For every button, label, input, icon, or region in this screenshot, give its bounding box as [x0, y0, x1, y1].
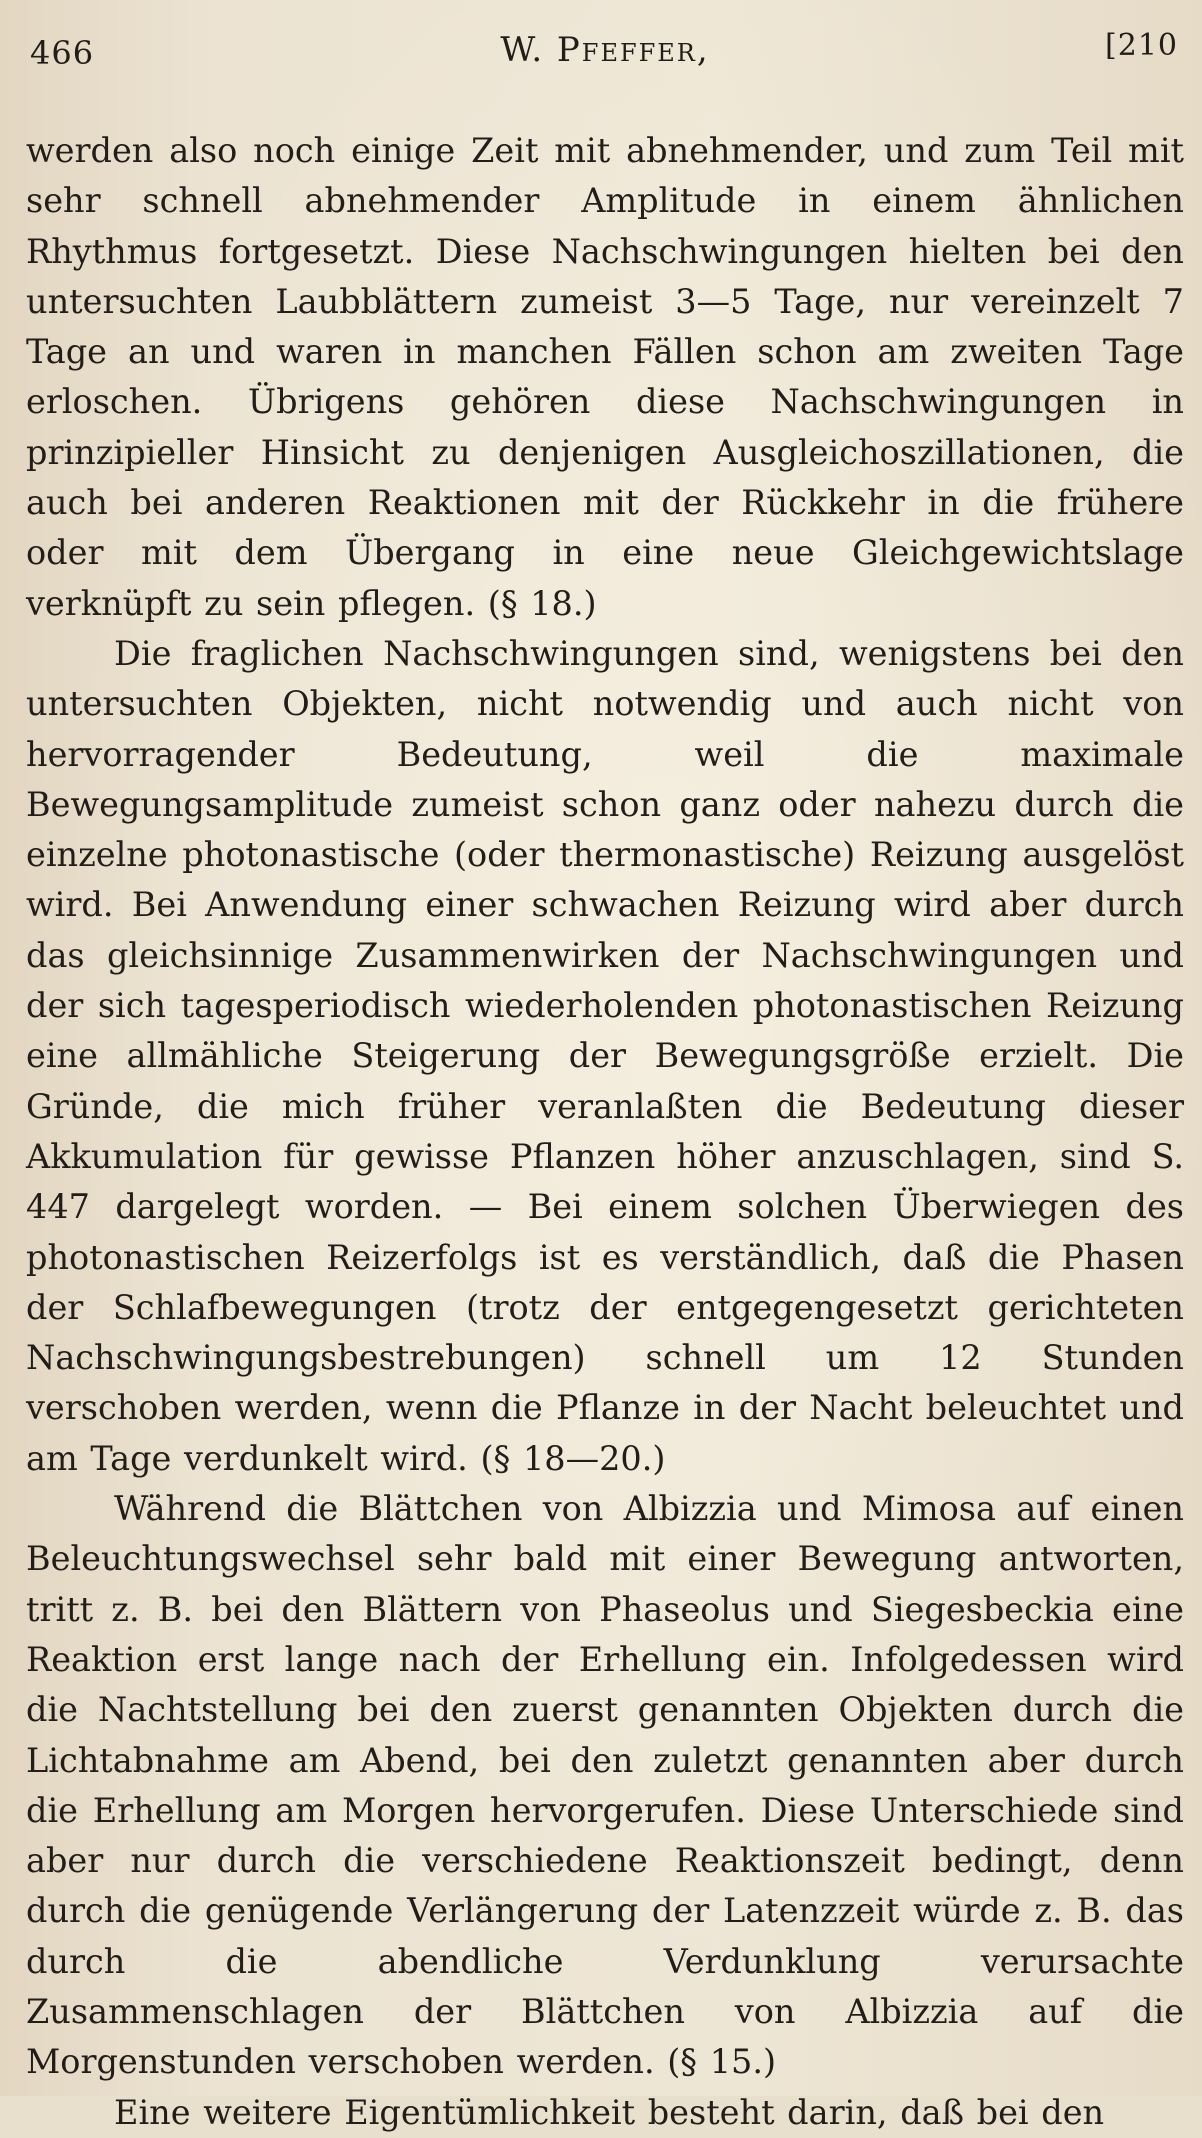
paragraph-continuation: werden also noch einige Zeit mit abnehmender, und zum Teil mit sehr schnell abnehmender Amplitude in einem ähnlichen Rhythmus fortgesetzt. Diese Nachschwingungen hielten bei den untersuchten Laubblättern zumeist 3—5 Tage, nur vereinzelt 7 Tage an und waren in manchen Fällen schon am zweiten Tage erloschen. Übrigens gehören diese Nachschwingungen in prinzipieller Hinsicht zu denjenigen Ausgleichoszillationen, die auch bei anderen Reaktionen mit der Rückkehr in die frühere oder mit dem Übergang in eine neue Gleichgewichtslage verknüpft zu sein pflegen. (§ 18.) — [26, 131, 1184, 623]
page-number: 466 — [30, 34, 95, 72]
body-text — [26, 126, 1184, 2138]
running-head — [26, 20, 1184, 82]
paragraph: Während die Blättchen von Albizzia und Mimosa auf einen Beleuchtungswechsel sehr bald mit einer Bewegung antworten, tritt z. B. bei den Blättern von Phaseolus und Siegesbeckia eine Reaktion erst lange nach der Erhellung ein. Infolgedessen wird die Nachtstellung bei den zuerst genannten Objekten durch die Lichtabnahme am Abend, bei den zuletzt genannten aber durch die Erhellung am Morgen hervorgerufen. Diese Unterschiede sind aber nur durch die verschiedene Reaktionszeit bedingt, denn durch die genügende Verlängerung der Latenzzeit würde z. B. das durch die abendliche Verdunklung verursachte Zusammenschlagen der Blättchen von Albizzia auf die Morgenstunden verschoben werden. (§ 15.) — [26, 1489, 1184, 2082]
original-page-marker: [210 — [1105, 28, 1178, 63]
paragraph: Eine weitere Eigentümlichkeit besteht darin, daß bei den — [114, 2092, 1105, 2132]
running-head-author: W. Pfeffer, — [500, 30, 710, 70]
paragraph: Die fraglichen Nachschwingungen sind, wenigstens bei den untersuchten Objekten, nicht notwendig und auch nicht von hervorragender Bedeutung, weil die maximale Bewegungsamplitude zumeist schon ganz oder nahezu durch die einzelne photonastische (oder thermonastische) Reizung ausgelöst wird. Bei Anwendung einer schwachen Reizung wird aber durch das gleichsinnige Zusammenwirken der Nachschwingungen und der sich tagesperiodisch wiederholenden photonastischen Reizung eine allmähliche Steigerung der Bewegungsgröße erzielt. Die Gründe, die mich früher veranlaßten die Bedeutung dieser Akkumulation für gewisse Pflanzen höher anzuschlagen, sind S. 447 dargelegt worden. — Bei einem solchen Überwiegen des photonastischen Reizerfolgs ist es verständlich, daß die Phasen der Schlafbewegungen (trotz der entgegengesetzt gerichteten Nachschwingungsbestrebungen) schnell um 12 Stunden verschoben werden, wenn die Pflanze in der Nacht beleuchtet und am Tage verdunkelt wird. (§ 18—20.) — [26, 633, 1184, 1478]
